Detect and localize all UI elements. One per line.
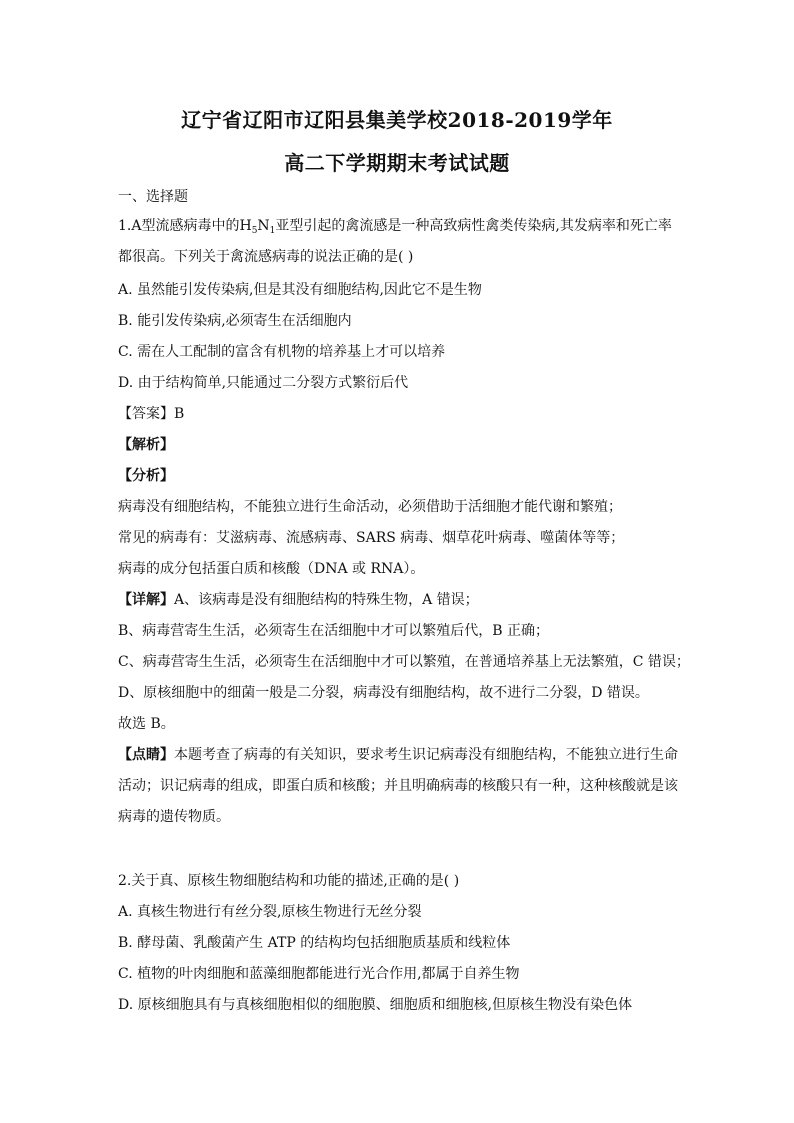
q1-comment-label: 【点睛】 (118, 747, 174, 763)
q1-answer: 【答案】B (118, 406, 185, 422)
q1-stem-prefix: 1.A型流感病毒中的H (118, 218, 252, 234)
q1-detail-line-4: D、原核细胞中的细菌一般是二分裂，病毒没有细胞结构，故不进行二分裂，D 错误。 (118, 685, 649, 701)
q1-comment-first: 本题考查了病毒的有关知识，要求考生识记病毒没有细胞结构，不能独立进行生命 (174, 747, 678, 763)
q1-fenxi-label: 【分析】 (118, 468, 174, 484)
q1-option-c: C. 需在人工配制的富含有机物的培养基上才可以培养 (118, 344, 446, 360)
q1-detail-label: 【详解】 (118, 592, 174, 608)
q1-detail-line-2: B、病毒营寄生生活，必须寄生在活细胞中才可以繁殖后代，B 正确； (118, 623, 550, 639)
q1-comment-line-2: 活动；识记病毒的组成，即蛋白质和核酸；并且明确病毒的核酸只有一种，这种核酸就是该 (118, 778, 678, 794)
q1-analysis-label: 【解析】 (118, 437, 174, 453)
q1-subscript-1: 1 (269, 226, 276, 236)
q1-comment-line-3: 病毒的遗传物质。 (118, 809, 230, 825)
q1-detail-line-3: C、病毒营寄生生活，必须寄生在活细胞中才可以繁殖，在普通培养基上无法繁殖，C 错误； (118, 654, 690, 670)
q1-subscript-5: 5 (251, 226, 258, 236)
q1-option-a: A. 虽然能引发传染病,但是其没有细胞结构,因此它不是生物 (118, 282, 482, 298)
question-2-stem: 2.关于真、原核生物细胞结构和功能的描述,正确的是( ) (118, 873, 460, 889)
q1-detail-line-1 (118, 591, 479, 609)
document-title-line1: 辽宁省辽阳市辽阳县集美学校2018-2019学年 (181, 108, 613, 132)
q2-option-c: C. 植物的叶肉细胞和蓝藻细胞都能进行光合作用,都属于自养生物 (118, 966, 520, 982)
q2-option-d: D. 原核细胞具有与真核细胞相似的细胞膜、细胞质和细胞核,但原核生物没有染色体 (118, 997, 633, 1013)
q1-comment-line-1 (118, 746, 678, 764)
q1-stem-suffix: 亚型引起的禽流感是一种高致病性禽类传染病,其发病率和死亡率 (275, 218, 672, 234)
q1-option-d: D. 由于结构简单,只能通过二分裂方式繁衍后代 (118, 375, 409, 391)
question-1-stem-line2: 都很高。下列关于禽流感病毒的说法正确的是( ) (118, 249, 414, 265)
q1-fenxi-line-1: 病毒没有细胞结构，不能独立进行生命活动，必须借助于活细胞才能代谢和繁殖； (118, 499, 622, 515)
q1-option-b: B. 能引发传染病,必须寄生在活细胞内 (118, 313, 352, 329)
q1-fenxi-line-2: 常见的病毒有：艾滋病毒、流感病毒、SARS 病毒、烟草花叶病毒、噬菌体等等； (118, 530, 625, 546)
section-heading: 一、选择题 (118, 189, 188, 205)
q1-detail-first: A、该病毒是没有细胞结构的特殊生物，A 错误； (174, 592, 479, 608)
q1-stem-n: N (257, 218, 270, 234)
q1-fenxi-line-3: 病毒的成分包括蛋白质和核酸（DNA 或 RNA）。 (118, 561, 425, 577)
q2-option-b: B. 酵母菌、乳酸菌产生 ATP 的结构均包括细胞质基质和线粒体 (118, 935, 511, 951)
q2-option-a: A. 真核生物进行有丝分裂,原核生物进行无丝分裂 (118, 904, 422, 920)
question-1-stem-line1 (118, 217, 672, 240)
q1-detail-line-5: 故选 B。 (118, 716, 175, 732)
document-title-line2: 高二下学期期末考试试题 (284, 151, 510, 175)
